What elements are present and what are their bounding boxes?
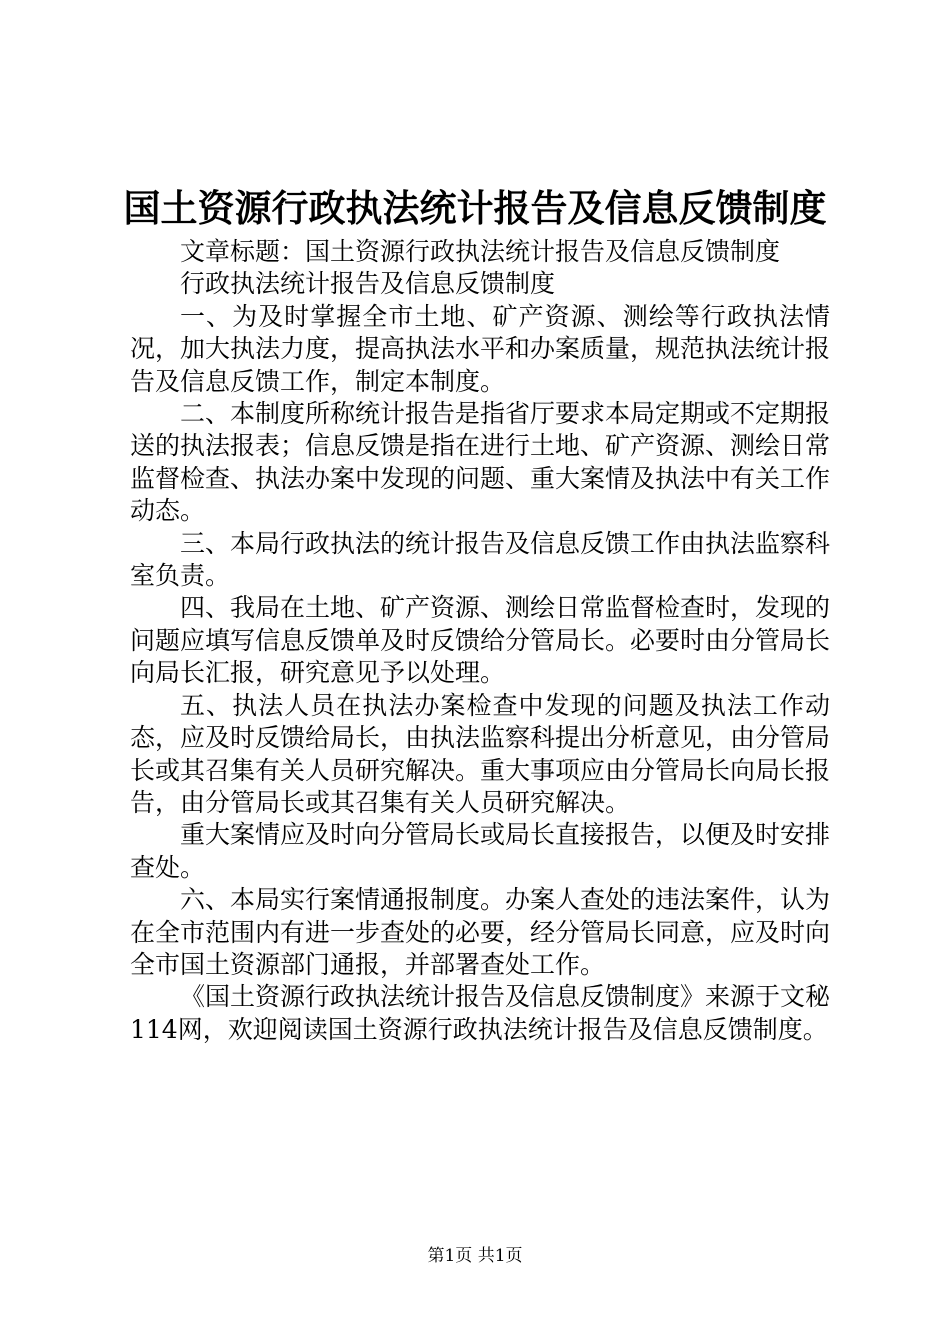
paragraph-2: 二、本制度所称统计报告是指省厅要求本局定期或不定期报送的执法报表；信息反馈是指在进行土地、矿产资源、测绘日常监督检查、执法办案中发现的问题、重大案情及执法中有关工作动态。 — [130, 399, 831, 526]
paragraph-3: 三、本局行政执法的统计报告及信息反馈工作由执法监察科室负责。 — [130, 528, 831, 591]
subtitle-line: 行政执法统计报告及信息反馈制度 — [180, 269, 556, 299]
paragraph-5: 五、执法人员在执法办案检查中发现的问题及执法工作动态，应及时反馈给局长，由执法监察科提出分析意见，由分管局长或其召集有关人员研究解决。重大事项应由分管局长向局长报告，由分管局长或其召集有关人员研究解决。 — [130, 690, 831, 817]
article-title-line: 文章标题：国土资源行政执法统计报告及信息反馈制度 — [180, 237, 781, 266]
paragraph-5-continued: 重大案情应及时向分管局长或局长直接报告，以便及时安排查处。 — [130, 820, 831, 882]
document-body — [130, 236, 830, 1046]
page-footer: 第1页 共1页 — [427, 1246, 523, 1266]
document-title: 国土资源行政执法统计报告及信息反馈制度 — [123, 186, 827, 230]
paragraph-1: 一、为及时掌握全市土地、矿产资源、测绘等行政执法情况，加大执法力度，提高执法水平和办案质量，规范执法统计报告及信息反馈工作，制定本制度。 — [130, 301, 831, 396]
paragraph-6: 六、本局实行案情通报制度。办案人查处的违法案件，认为在全市范围内有进一步查处的必要，经分管局长同意，应及时向全市国土资源部门通报，并部署查处工作。 — [130, 885, 831, 979]
paragraph-4: 四、我局在土地、矿产资源、测绘日常监督检查时，发现的问题应填写信息反馈单及时反馈给分管局长。必要时由分管局长向局长汇报，研究意见予以处理。 — [130, 593, 831, 688]
source-note: 《国土资源行政执法统计报告及信息反馈制度》来源于文秘114网，欢迎阅读国土资源行政执法统计报告及信息反馈制度。 — [130, 982, 831, 1044]
